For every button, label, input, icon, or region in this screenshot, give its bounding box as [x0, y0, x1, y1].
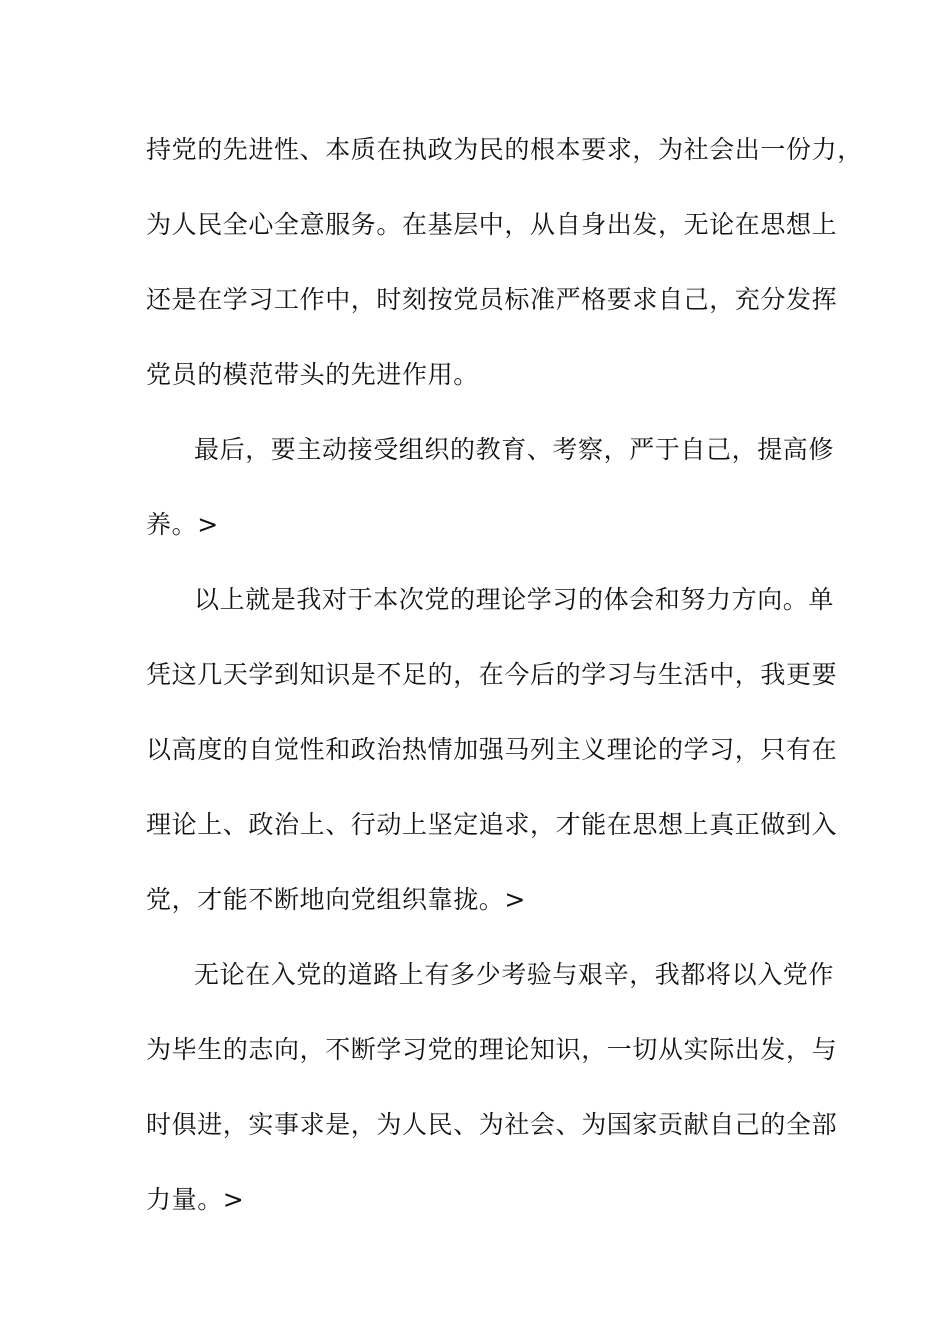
text-line: 为人民全心全意服务。在基层中，从自身出发，无论在思想上	[146, 210, 838, 239]
text-line: 理论上、政治上、行动上坚定追求，才能在思想上真正做到入	[146, 810, 838, 839]
text-line: 时俱进，实事求是，为人民、为社会、为国家贡献自己的全部	[146, 1110, 838, 1139]
text-line: 以高度的自觉性和政治热情加强马列主义理论的学习，只有在	[146, 735, 838, 764]
paragraph-start-line: 最后，要主动接受组织的教育、考察，严于自己，提高修	[194, 435, 835, 464]
text-line: 力量。>	[146, 1185, 245, 1214]
text-line: 持党的先进性、本质在执政为民的根本要求，为社会出一份力，	[146, 135, 863, 164]
paragraph-start-line: 以上就是我对于本次党的理论学习的体会和努力方向。单	[194, 585, 835, 614]
paragraph-start-line: 无论在入党的道路上有多少考验与艰辛，我都将以入党作	[194, 960, 835, 989]
text-line: 为毕生的志向，不断学习党的理论知识，一切从实际出发，与	[146, 1035, 838, 1064]
text-line: 党员的模范带头的先进作用。	[146, 360, 479, 389]
text-line: 凭这几天学到知识是不足的，在今后的学习与生活中，我更要	[146, 660, 838, 689]
text-line: 还是在学习工作中，时刻按党员标准严格要求自己，充分发挥	[146, 285, 838, 314]
text-line: 养。>	[146, 510, 219, 539]
text-line: 党，才能不断地向党组织靠拢。>	[146, 885, 526, 914]
